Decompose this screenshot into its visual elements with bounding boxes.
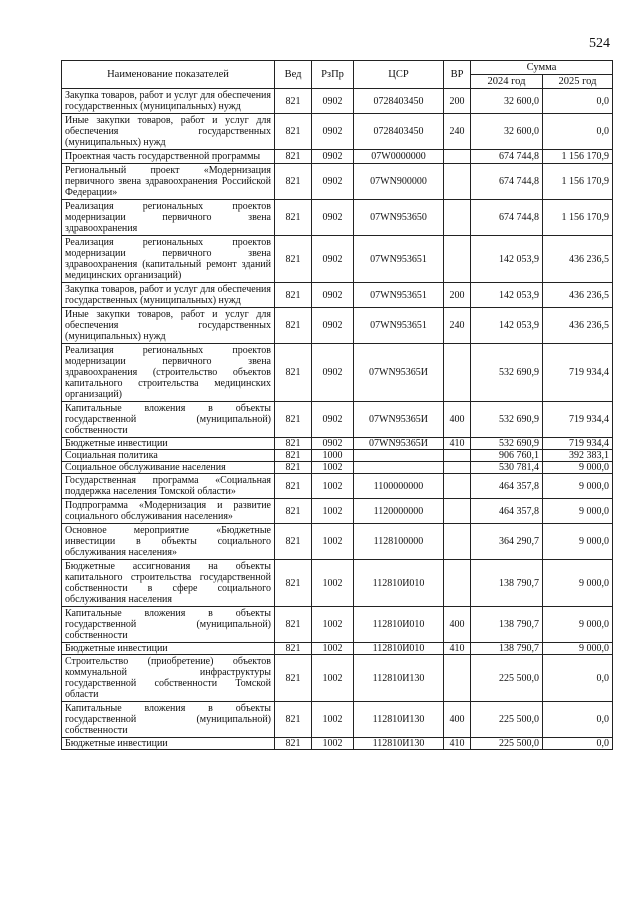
cell-2025: 436 236,5 <box>543 308 613 344</box>
cell-ved: 821 <box>275 655 312 702</box>
cell-vr <box>444 164 471 200</box>
table-row <box>62 89 613 114</box>
table-row <box>62 164 613 200</box>
header-sum: Сумма <box>471 61 613 75</box>
cell-csr: 112810И010 <box>354 607 444 643</box>
cell-ved: 821 <box>275 308 312 344</box>
table-row <box>62 344 613 402</box>
cell-2025: 0,0 <box>543 655 613 702</box>
cell-name: Бюджетные ассигнования на объекты капитального строительства государственной собственности в сфере социального обслуживания населения <box>62 560 275 607</box>
cell-name: Социальное обслуживание населения <box>62 462 275 474</box>
cell-2025: 1 156 170,9 <box>543 150 613 164</box>
cell-vr <box>444 655 471 702</box>
cell-vr: 400 <box>444 702 471 738</box>
cell-rzpr: 0902 <box>312 150 354 164</box>
cell-2025: 9 000,0 <box>543 474 613 499</box>
cell-ved: 821 <box>275 200 312 236</box>
table-row <box>62 738 613 750</box>
budget-table <box>61 60 613 750</box>
cell-ved: 821 <box>275 702 312 738</box>
cell-2024: 32 600,0 <box>471 114 543 150</box>
table-row <box>62 438 613 450</box>
cell-csr: 112810И010 <box>354 560 444 607</box>
cell-csr: 0728403450 <box>354 89 444 114</box>
cell-2024: 138 790,7 <box>471 560 543 607</box>
cell-rzpr: 1002 <box>312 655 354 702</box>
header-vr: ВР <box>444 61 471 89</box>
table-row <box>62 524 613 560</box>
cell-2025: 436 236,5 <box>543 283 613 308</box>
cell-rzpr: 1002 <box>312 702 354 738</box>
cell-name: Проектная часть государственной программы <box>62 150 275 164</box>
cell-2024: 532 690,9 <box>471 402 543 438</box>
cell-ved: 821 <box>275 450 312 462</box>
cell-2024: 225 500,0 <box>471 738 543 750</box>
cell-rzpr: 0902 <box>312 402 354 438</box>
cell-ved: 821 <box>275 438 312 450</box>
cell-csr: 1100000000 <box>354 474 444 499</box>
cell-vr: 200 <box>444 283 471 308</box>
page-number: 524 <box>589 36 610 51</box>
cell-rzpr: 0902 <box>312 114 354 150</box>
table-row <box>62 474 613 499</box>
cell-2024: 138 790,7 <box>471 607 543 643</box>
table-row <box>62 560 613 607</box>
cell-rzpr: 1002 <box>312 607 354 643</box>
cell-csr: 112810И130 <box>354 655 444 702</box>
cell-ved: 821 <box>275 114 312 150</box>
cell-name: Бюджетные инвестиции <box>62 738 275 750</box>
cell-name: Капитальные вложения в объекты государственной (муниципальной) собственности <box>62 402 275 438</box>
cell-rzpr: 0902 <box>312 164 354 200</box>
table-row <box>62 308 613 344</box>
cell-name: Капитальные вложения в объекты государственной (муниципальной) собственности <box>62 702 275 738</box>
cell-2024: 464 357,8 <box>471 499 543 524</box>
cell-vr: 200 <box>444 89 471 114</box>
cell-ved: 821 <box>275 164 312 200</box>
cell-csr: 1128100000 <box>354 524 444 560</box>
cell-2024: 32 600,0 <box>471 89 543 114</box>
cell-2024: 532 690,9 <box>471 438 543 450</box>
cell-ved: 821 <box>275 462 312 474</box>
header-rzpr: РзПр <box>312 61 354 89</box>
cell-ved: 821 <box>275 499 312 524</box>
cell-vr: 240 <box>444 114 471 150</box>
table-row <box>62 607 613 643</box>
cell-2025: 9 000,0 <box>543 643 613 655</box>
cell-csr: 1120000000 <box>354 499 444 524</box>
cell-name: Закупка товаров, работ и услуг для обеспечения государственных (муниципальных) нужд <box>62 283 275 308</box>
cell-vr <box>444 474 471 499</box>
header-ved: Вед <box>275 61 312 89</box>
table-row <box>62 643 613 655</box>
cell-ved: 821 <box>275 344 312 402</box>
cell-csr: 07WN95365И <box>354 402 444 438</box>
cell-rzpr: 1002 <box>312 560 354 607</box>
cell-vr <box>444 560 471 607</box>
cell-vr <box>444 524 471 560</box>
cell-csr: 0728403450 <box>354 114 444 150</box>
table-row <box>62 450 613 462</box>
cell-2025: 719 934,4 <box>543 402 613 438</box>
table-body <box>62 89 613 750</box>
cell-vr: 400 <box>444 402 471 438</box>
cell-rzpr: 1002 <box>312 499 354 524</box>
cell-ved: 821 <box>275 150 312 164</box>
cell-csr <box>354 450 444 462</box>
cell-vr <box>444 150 471 164</box>
cell-ved: 821 <box>275 643 312 655</box>
cell-vr <box>444 344 471 402</box>
cell-ved: 821 <box>275 402 312 438</box>
cell-vr: 410 <box>444 643 471 655</box>
cell-csr: 112810И010 <box>354 643 444 655</box>
cell-name: Иные закупки товаров, работ и услуг для обеспечения государственных (муниципальных) нужд <box>62 114 275 150</box>
header-2024: 2024 год <box>471 75 543 89</box>
cell-csr: 07WN95365И <box>354 344 444 402</box>
header-csr: ЦСР <box>354 61 444 89</box>
cell-ved: 821 <box>275 560 312 607</box>
header-2025: 2025 год <box>543 75 613 89</box>
cell-2025: 9 000,0 <box>543 560 613 607</box>
table-row <box>62 283 613 308</box>
cell-csr: 07WN953650 <box>354 200 444 236</box>
cell-csr: 07WN900000 <box>354 164 444 200</box>
cell-vr <box>444 462 471 474</box>
cell-rzpr: 1000 <box>312 450 354 462</box>
cell-2024: 532 690,9 <box>471 344 543 402</box>
cell-vr <box>444 499 471 524</box>
cell-2025: 9 000,0 <box>543 462 613 474</box>
cell-2024: 364 290,7 <box>471 524 543 560</box>
cell-2024: 464 357,8 <box>471 474 543 499</box>
table-row <box>62 655 613 702</box>
cell-2024: 225 500,0 <box>471 702 543 738</box>
cell-rzpr: 0902 <box>312 438 354 450</box>
cell-name: Капитальные вложения в объекты государственной (муниципальной) собственности <box>62 607 275 643</box>
cell-rzpr: 1002 <box>312 474 354 499</box>
cell-vr <box>444 236 471 283</box>
cell-2025: 9 000,0 <box>543 524 613 560</box>
cell-vr: 410 <box>444 738 471 750</box>
cell-2024: 142 053,9 <box>471 283 543 308</box>
table-row <box>62 702 613 738</box>
cell-vr: 400 <box>444 607 471 643</box>
cell-rzpr: 0902 <box>312 236 354 283</box>
cell-csr: 07WN95365И <box>354 438 444 450</box>
cell-name: Бюджетные инвестиции <box>62 438 275 450</box>
cell-name: Реализация региональных проектов модернизации первичного звена здравоохранения (капитальный ремонт зданий медицинских организаций) <box>62 236 275 283</box>
cell-name: Реализация региональных проектов модернизации первичного звена здравоохранения <box>62 200 275 236</box>
table-row <box>62 114 613 150</box>
cell-name: Государственная программа «Социальная поддержка населения Томской области» <box>62 474 275 499</box>
table-row <box>62 150 613 164</box>
cell-2025: 0,0 <box>543 89 613 114</box>
cell-csr: 07W0000000 <box>354 150 444 164</box>
cell-csr: 07WN953651 <box>354 283 444 308</box>
cell-vr: 410 <box>444 438 471 450</box>
cell-ved: 821 <box>275 524 312 560</box>
cell-2025: 1 156 170,9 <box>543 200 613 236</box>
cell-rzpr: 0902 <box>312 308 354 344</box>
cell-name: Бюджетные инвестиции <box>62 643 275 655</box>
cell-2025: 9 000,0 <box>543 607 613 643</box>
cell-rzpr: 0902 <box>312 200 354 236</box>
cell-2024: 906 760,1 <box>471 450 543 462</box>
cell-vr: 240 <box>444 308 471 344</box>
cell-2024: 530 781,4 <box>471 462 543 474</box>
cell-name: Социальная политика <box>62 450 275 462</box>
cell-2024: 674 744,8 <box>471 164 543 200</box>
cell-ved: 821 <box>275 89 312 114</box>
cell-2025: 719 934,4 <box>543 438 613 450</box>
cell-ved: 821 <box>275 474 312 499</box>
table-row <box>62 200 613 236</box>
cell-rzpr: 0902 <box>312 283 354 308</box>
cell-name: Реализация региональных проектов модернизации первичного звена здравоохранения (строительство объектов капитального строительства медицинских организаций) <box>62 344 275 402</box>
cell-vr <box>444 450 471 462</box>
cell-ved: 821 <box>275 236 312 283</box>
cell-2025: 436 236,5 <box>543 236 613 283</box>
cell-csr: 112810И130 <box>354 702 444 738</box>
cell-2025: 0,0 <box>543 738 613 750</box>
cell-rzpr: 1002 <box>312 524 354 560</box>
cell-csr <box>354 462 444 474</box>
cell-rzpr: 0902 <box>312 89 354 114</box>
cell-rzpr: 1002 <box>312 738 354 750</box>
header-name: Наименование показателей <box>62 61 275 89</box>
cell-name: Строительство (приобретение) объектов коммунальной инфраструктуры государственной собственности Томской области <box>62 655 275 702</box>
table-row <box>62 402 613 438</box>
cell-name: Основное мероприятие «Бюджетные инвестиции в объекты социального обслуживания населения» <box>62 524 275 560</box>
cell-vr <box>444 200 471 236</box>
table-row <box>62 499 613 524</box>
cell-rzpr: 1002 <box>312 462 354 474</box>
cell-2025: 0,0 <box>543 702 613 738</box>
cell-2025: 392 383,1 <box>543 450 613 462</box>
cell-ved: 821 <box>275 607 312 643</box>
cell-2024: 142 053,9 <box>471 308 543 344</box>
cell-2024: 674 744,8 <box>471 150 543 164</box>
cell-name: Закупка товаров, работ и услуг для обеспечения государственных (муниципальных) нужд <box>62 89 275 114</box>
cell-csr: 07WN953651 <box>354 308 444 344</box>
cell-2024: 138 790,7 <box>471 643 543 655</box>
cell-2024: 142 053,9 <box>471 236 543 283</box>
table-row <box>62 236 613 283</box>
cell-csr: 07WN953651 <box>354 236 444 283</box>
cell-2024: 674 744,8 <box>471 200 543 236</box>
cell-2025: 0,0 <box>543 114 613 150</box>
cell-rzpr: 0902 <box>312 344 354 402</box>
cell-name: Региональный проект «Модернизация первичного звена здравоохранения Российской Федерации» <box>62 164 275 200</box>
cell-2025: 1 156 170,9 <box>543 164 613 200</box>
cell-name: Иные закупки товаров, работ и услуг для обеспечения государственных (муниципальных) нужд <box>62 308 275 344</box>
cell-ved: 821 <box>275 283 312 308</box>
cell-ved: 821 <box>275 738 312 750</box>
cell-2025: 9 000,0 <box>543 499 613 524</box>
table-row <box>62 462 613 474</box>
cell-name: Подпрограмма «Модернизация и развитие социального обслуживания населения» <box>62 499 275 524</box>
cell-rzpr: 1002 <box>312 643 354 655</box>
cell-csr: 112810И130 <box>354 738 444 750</box>
cell-2024: 225 500,0 <box>471 655 543 702</box>
cell-2025: 719 934,4 <box>543 344 613 402</box>
